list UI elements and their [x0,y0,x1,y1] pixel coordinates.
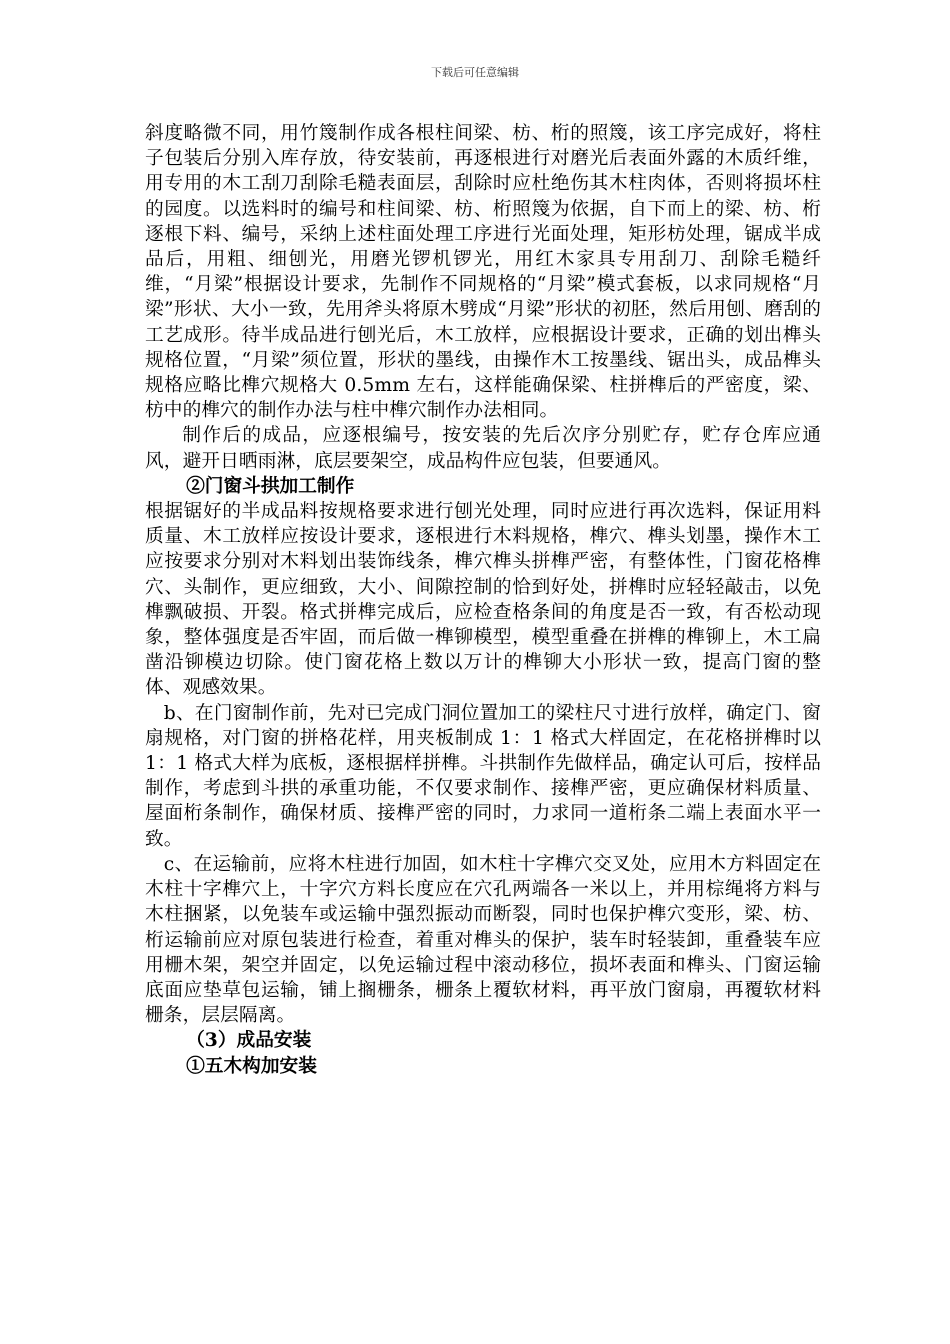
document-body [145,121,821,1079]
page-header: 下载后可任意编辑 [431,66,519,79]
paragraph-item-c: c、在运输前，应将木柱进行加固，如木柱十字榫穴交叉处，应用木方料固定在木柱十字榫穴上，十字穴方料长度应在穴孔两端各一米以上，并用棕绳将方料与木柱捆紧，以免装车或运输中强烈振动而断裂，同时也保护榫穴变形，梁、枋、桁运输前应对原包装进行检查，着重对榫头的保护，装车时轻装卸，重叠装车应用栅木架，架空并固定，以免运输过程中滚动移位，损坏表面和榫头、门窗运输底面应垫草包运输，铺上搁栅条，栅条上覆软材料，再平放门窗扇，再覆软材料栅条，层层隔离。 [145,853,821,1027]
paragraph-planing: 根据锯好的半成品料按规格要求进行刨光处理，同时应进行再次选料，保证用料质量、木工放样应按设计要求，逐根进行木料规格，榫穴、榫头划墨，操作木工应按要求分别对木料划出装饰线条，榫穴榫头拼榫严密，有整体性，门窗花格榫穴、头制作，更应细致，大小、间隙控制的恰到好处，拼榫时应轻轻敲击，以免榫飘破损、开裂。格式拼榫完成后，应检查格条间的角度是否一致，有否松动现象，整体强度是否牢固，而后做一榫铆模型，模型重叠在拼榫的榫铆上，木工扁凿沿铆模边切除。使门窗花格上数以万计的榫铆大小形状一致，提高门窗的整体、观感效果。 [145,501,821,699]
paragraph-item-b: b、在门窗制作前，先对已完成门洞位置加工的梁柱尺寸进行放样，确定门、窗扇规格，对门窗的拼格花样，用夹板制成 1：1 格式大样固定，在花格拼榫时以 1：1 格式大样为底板，逐根据样拼榫。斗拱制作先做样品，确定认可后，按样品制作，考虑到斗拱的承重功能，不仅要求制作、接榫严密，更应确保材料质量、屋面桁条制作，确保材质、接榫严密的同时，力求同一道桁条二端上表面水平一致。 [145,702,821,850]
heading-finished-installation: （3）成品安装 [186,1029,312,1052]
paragraph-storage: 制作后的成品，应逐根编号，按安装的先后次序分别贮存，贮存仓库应通风，避开日晒雨淋，底层要架空，成品构件应包装，但要通风。 [145,425,821,472]
paragraph-timber-processing: 斜度略微不同，用竹篾制作成各根柱间梁、枋、桁的照篾，该工序完成好，将柱子包装后分别入库存放，待安装前，再逐根进行对磨光后表面外露的木质纤维，用专用的木工刮刀刮除毛糙表面层，刮除时应杜绝伤其木柱肉体，否则将损坏柱的园度。以选料时的编号和柱间梁、枋、桁照篾为依据，自下而上的梁、枋、桁逐根下料、编号，采纳上述柱面处理工序进行光面处理，矩形枋处理，锯成半成品后，用粗、细刨光，用磨光锣机锣光，用红木家具专用刮刀、刮除毛糙纤维，“月梁”根据设计要求，先制作不同规格的“月梁”模式套板，以求同规格“月梁”形状、大小一致，先用斧头将原木劈成“月梁”形状的初胚，然后用刨、磨刮的工艺成形。待半成品进行刨光后，木工放样，应根据设计要求，正确的划出榫头规格位置，“月梁”须位置，形状的墨线，由操作木工按墨线、锯出头，成品榫头规格应略比榫穴规格大 0.5mm 左右，这样能确保梁、柱拼榫后的严密度，梁、枋中的榫穴的制作办法与柱中榫穴制作办法相同。 [145,123,821,422]
heading-door-window-bracket: ②门窗斗拱加工制作 [186,474,355,497]
heading-wood-structure-installation: ①五木构加安装 [186,1054,317,1077]
